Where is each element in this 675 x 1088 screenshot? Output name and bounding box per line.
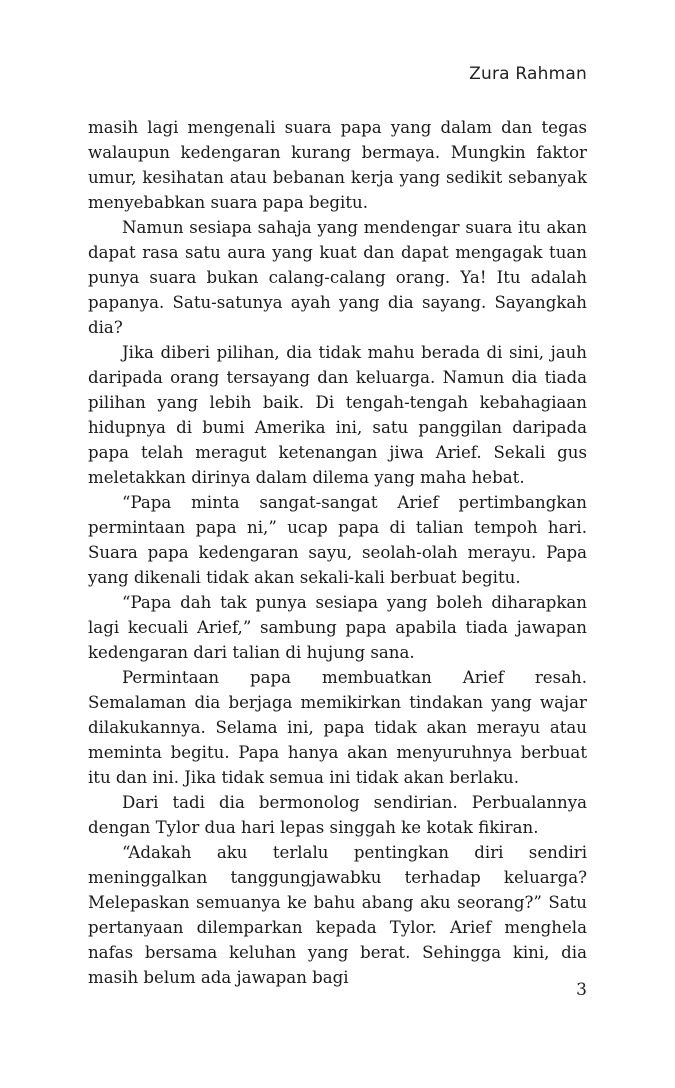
paragraph-6: Permintaan papa membuatkan Arief resah. Semalaman dia berjaga memikirkan tindakan yang wajar dilakukannya. Selama ini, papa tidak akan merayu atau meminta begitu. Papa hanya akan menyuruhnya berbuat itu dan ini. Jika tidak semua ini tidak akan berlaku. — [88, 668, 587, 787]
paragraph-3: Jika diberi pilihan, dia tidak mahu berada di sini, jauh daripada orang tersayang dan keluarga. Namun dia tiada pilihan yang lebih baik. Di tengah-tengah kebahagiaan hidupnya di bumi Amerika ini, satu panggilan daripada papa telah meragut ketenangan jiwa Arief. Sekali gus meletakkan dirinya dalam dilema yang maha hebat. — [88, 343, 587, 487]
page-number: 3 — [576, 980, 587, 1000]
body-text — [88, 115, 587, 990]
paragraph-5: “Papa dah tak punya sesiapa yang boleh diharapkan lagi kecuali Arief,” sambung papa apabila tiada jawapan kedengaran dari talian di hujung sana. — [88, 593, 587, 662]
paragraph-7: Dari tadi dia bermonolog sendirian. Perbualannya dengan Tylor dua hari lepas singgah ke kotak fikiran. — [88, 793, 587, 837]
paragraph-8: “Adakah aku terlalu pentingkan diri sendiri meninggalkan tanggungjawabku terhadap keluarga? Melepaskan semuanya ke bahu abang aku seorang?” Satu pertanyaan dilemparkan kepada Tylor. Arief menghela nafas bersama keluhan yang berat. Sehingga kini, dia masih belum ada jawapan bagi — [88, 843, 587, 987]
running-head: Zura Rahman — [469, 64, 587, 84]
paragraph-1: masih lagi mengenali suara papa yang dalam dan tegas walaupun kedengaran kurang bermaya. Mungkin faktor umur, kesihatan atau bebanan kerja yang sedikit sebanyak menyebabkan suara papa begitu. — [88, 118, 587, 212]
paragraph-2: Namun sesiapa sahaja yang mendengar suara itu akan dapat rasa satu aura yang kuat dan dapat mengagak tuan punya suara bukan calang-calang orang. Ya! Itu adalah papanya. Satu-satunya ayah yang dia sayang. Sayangkah dia? — [88, 218, 587, 337]
paragraph-4: “Papa minta sangat-sangat Arief pertimbangkan permintaan papa ni,” ucap papa di talian tempoh hari. Suara papa kedengaran sayu, seolah-olah merayu. Papa yang dikenali tidak akan sekali-kali berbuat begitu. — [88, 493, 587, 587]
